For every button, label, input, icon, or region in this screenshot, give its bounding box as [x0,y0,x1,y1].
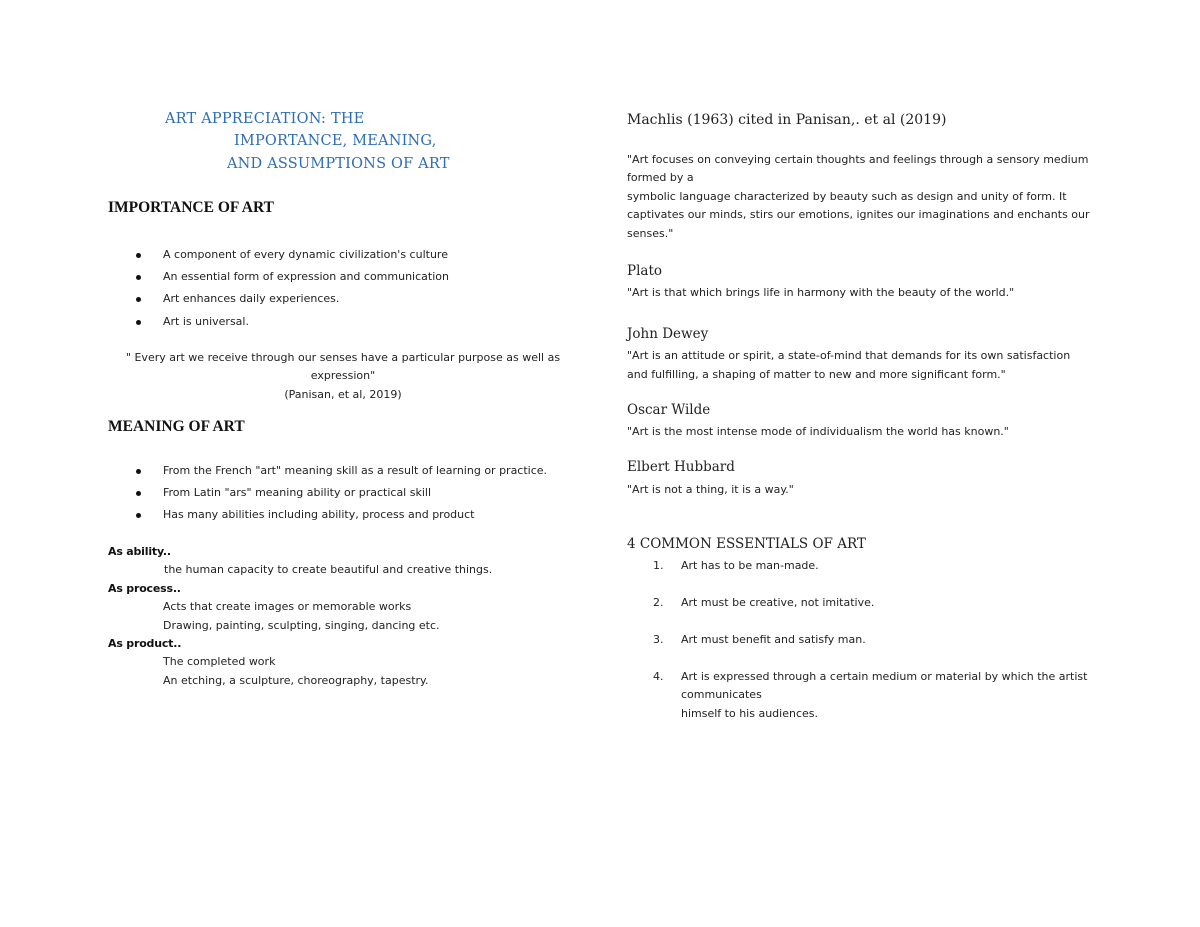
essential-text-line-2: communicates [681,688,762,701]
machlis-line-1: "Art focuses on conveying certain thoughts and feelings through a sensory medium [627,153,1089,166]
product-line-2: An etching, a sculpture, choreography, tapestry. [163,674,429,687]
essential-text: Art must be creative, not imitative. [681,596,875,609]
process-line-1: Acts that create images or memorable works [163,600,412,613]
essential-text-line-3: himself to his audiences. [681,707,818,720]
essential-number: 1. [653,559,664,572]
product-line-1: The completed work [163,655,276,668]
essential-number: 2. [653,596,664,609]
importance-quote-citation: (Panisan, et al, 2019) [284,388,402,401]
importance-bullet-1: A component of every dynamic civilization's culture [163,248,448,261]
ability-label: As ability.. [108,545,171,558]
essential-text: Art has to be man-made. [681,559,819,572]
product-label: As product.. [108,637,182,650]
title-line-2: IMPORTANCE, MEANING, [234,133,437,149]
importance-bullet-2: An essential form of expression and communication [163,270,449,283]
importance-heading: IMPORTANCE OF ART [108,199,274,216]
dewey-line-1: "Art is an attitude or spirit, a state-of-mind that demands for its own satisfaction [627,349,1071,362]
dewey-heading: John Dewey [627,326,709,342]
wilde-heading: Oscar Wilde [627,402,711,418]
plato-quote: "Art is that which brings life in harmony with the beauty of the world." [627,286,1015,299]
machlis-line-4: captivates our minds, stirs our emotions, ignites our imaginations and enchants our [627,208,1090,221]
machlis-line-5: senses." [627,227,674,240]
meaning-bullet-3: Has many abilities including ability, process and product [163,508,475,521]
importance-bullet-3: Art enhances daily experiences. [163,292,340,305]
wilde-quote: "Art is the most intense mode of individualism the world has known." [627,425,1009,438]
essential-text-line-1: Art is expressed through a certain medium or material by which the artist [681,670,1088,683]
machlis-heading: Machlis (1963) cited in Panisan,. et al (2019) [627,112,947,128]
essential-number: 3. [653,633,664,646]
title-line-1: ART APPRECIATION: THE [165,111,365,127]
meaning-bullet-2: From Latin "ars" meaning ability or practical skill [163,486,432,499]
importance-bullet-4: Art is universal. [163,315,249,328]
essentials-heading: 4 COMMON ESSENTIALS OF ART [627,536,866,552]
hubbard-quote: "Art is not a thing, it is a way." [627,483,794,496]
machlis-line-2: formed by a [627,171,694,184]
ability-text: the human capacity to create beautiful and creative things. [164,563,493,576]
machlis-line-3: symbolic language characterized by beauty such as design and unity of form. It [627,190,1067,203]
meaning-bullet-1: From the French "art" meaning skill as a result of learning or practice. [163,464,548,477]
process-label: As process.. [108,582,181,595]
importance-quote-line-1: " Every art we receive through our senses have a particular purpose as well as [125,351,561,364]
importance-quote-line-2: expression" [310,369,376,382]
process-line-2: Drawing, painting, sculpting, singing, dancing etc. [163,619,440,632]
dewey-line-2: and fulfilling, a shaping of matter to new and more significant form." [627,368,1006,381]
hubbard-heading: Elbert Hubbard [627,459,735,475]
essential-text: Art must benefit and satisfy man. [681,633,866,646]
essential-number: 4. [653,670,664,683]
meaning-heading: MEANING OF ART [108,418,245,435]
plato-heading: Plato [627,263,663,279]
title-line-3: AND ASSUMPTIONS OF ART [227,156,450,172]
